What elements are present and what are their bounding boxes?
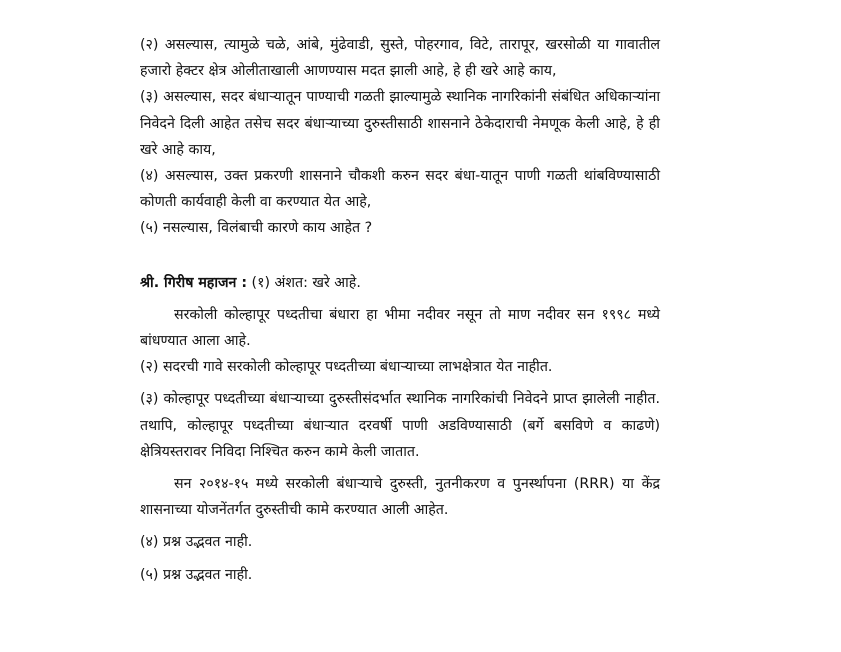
document-page — [140, 32, 660, 588]
question-3: (३) असल्यास, सदर बंधाऱ्यातून पाण्याची गळती झाल्यामुळे स्थानिक नागरिकांनी संबंधित अधिकाऱ्यांना निवेदने दिली आहेत तसेच सदर बंधाऱ्याच्या दुरुस्तीसाठी शासनाने ठेकेदाराची नेमणूक केली आहे, हे ही खरे आहे काय, — [140, 89, 660, 158]
answer-1: (१) अंशत: खरे आहे. — [247, 274, 361, 291]
question-4: (४) असल्यास, उक्त प्रकरणी शासनाने चौकशी करुन सदर बंधा-यातून पाणी गळती थांबविण्यासाठी कोणती कार्यवाही केली वा करण्यात येत आहे, — [140, 168, 660, 211]
answer-intro — [140, 270, 660, 296]
question-2: (२) असल्यास, त्यामुळे चळे, आंबे, मुंढेवाडी, सुस्ते, पोहरगाव, विटे, तारापूर, खरसोळी या गावातील हजारो हेक्टर क्षेत्र ओलीताखाली आणण्यास मदत झाली आहे, हे ही खरे आहे काय, — [140, 37, 660, 80]
answer-3-detail: सन २०१४-१५ मध्ये सरकोली बंधाऱ्याचे दुरुस्ती, नुतनीकरण व पुनर्स्थापना (RRR) या केंद्र शासनाच्या योजनेंतर्गत दुरुस्तीची कामे करण्यात आली आहेत. — [140, 476, 660, 519]
answer-speaker: श्री. गिरीष महाजन : — [140, 274, 248, 291]
answer-4: (४) प्रश्न उद्भवत नाही. — [140, 534, 253, 551]
answer-3: (३) कोल्हापूर पध्दतीच्या बंधाऱ्याच्या दुरुस्तीसंदर्भात स्थानिक नागरिकांची निवेदने प्राप्त झालेली नाहीत. तथापि, कोल्हापूर पध्दतीच्या बंधाऱ्यात दरवर्षी पाणी अडविण्यासाठी (बर्गे बसविणे व काढणे) क्षेत्रियस्तरावर निविदा निश्चित करुन कामे केली जातात. — [140, 391, 660, 460]
answer-5: (५) प्रश्न उद्भवत नाही. — [140, 566, 253, 583]
answer-1-detail: सरकोली कोल्हापूर पध्दतीचा बंधारा हा भीमा नदीवर नसून तो माण नदीवर सन १९९८ मध्ये बांधण्यात आला आहे. — [140, 306, 660, 350]
question-5: (५) नसल्यास, विलंबाची कारणे काय आहेत ? — [140, 220, 373, 237]
answer-2: (२) सदरची गावे सरकोली कोल्हापूर पध्दतीच्या बंधाऱ्याच्या लाभक्षेत्रात येत नाहीत. — [140, 359, 553, 376]
section-gap — [140, 242, 660, 270]
